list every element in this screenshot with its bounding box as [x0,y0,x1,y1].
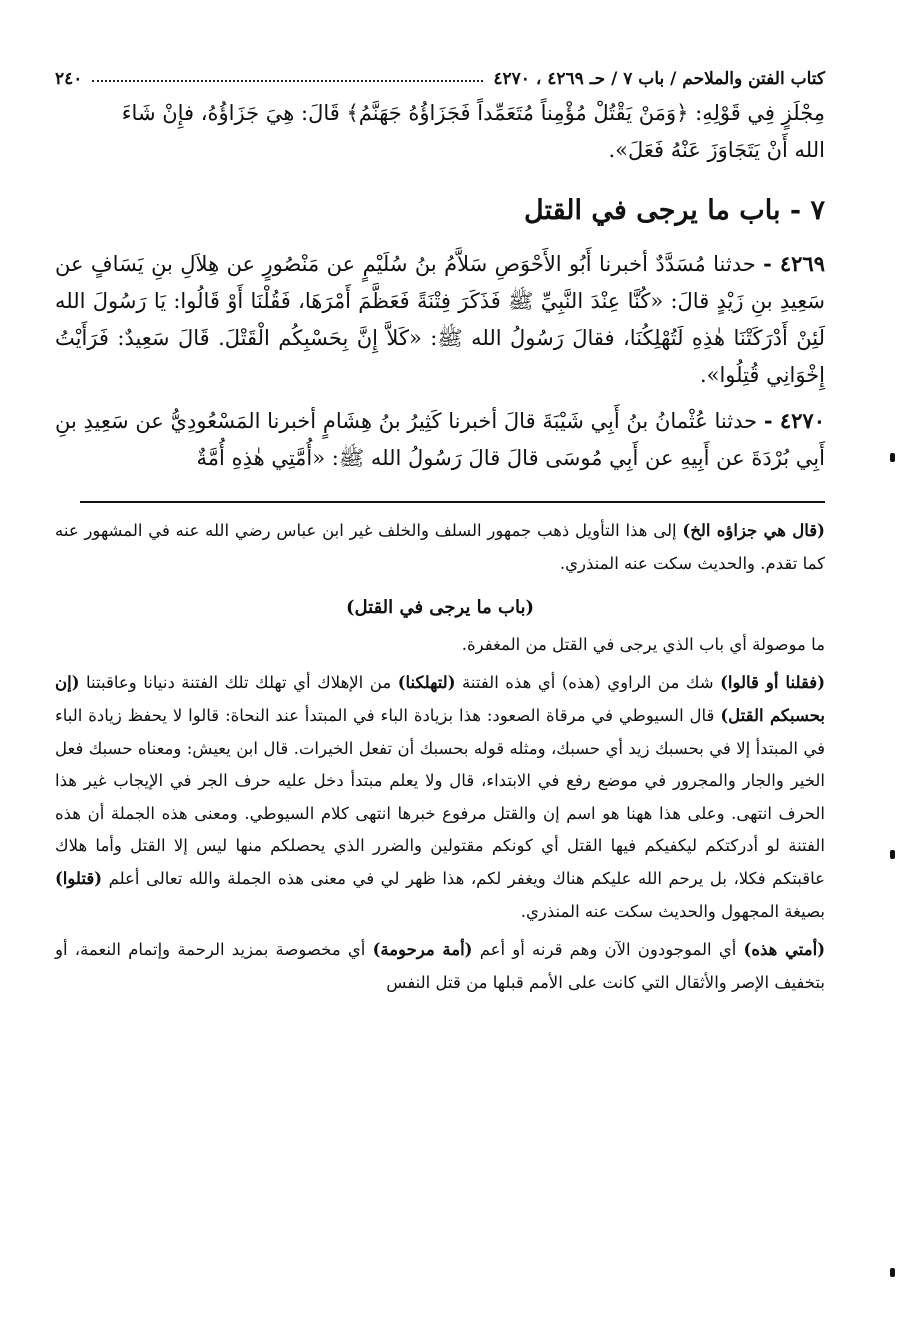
main-text [55,95,825,477]
commentary-paragraph: ما موصولة أي باب الذي يرجى في القتل من المغفرة. [461,634,825,654]
margin-mark-middle [890,850,895,859]
commentary-lemma: (أمة مرحومة) [372,940,473,960]
commentary-paragraph [55,515,825,580]
running-header [55,55,825,89]
commentary-paragraph [55,934,825,999]
commentary-section-title: (باب ما يرجى في القتل) [346,597,534,619]
commentary-lemma: (قال هي جزاؤه الخ) [682,521,825,540]
commentary-text: بصيغة المجهول والحديث سكت عنه المنذري. [520,901,825,921]
commentary-lemma: (فقلنا أو قالوا) [720,673,826,693]
commentary-text: قال السيوطي في مرقاة الصعود: هذا بزيادة الباء في المبتدأ عند النحاة: قالوا لا يحفظ زيادة الباء في المبتدأ إلا في بحسبك زيد أي حسبك، ومثله قوله بحسبك أن تفعل الخيرات. قال ابن يعيش: ومعناه حسبك فعل الخير والجار والمجرور في موضع رفع في الابتداء، قال ولا يعلم مبتدأ دخل عليه حرف الجر في الإيجاب غير هذا الحرف انتهى. وعلى هذا ههنا هو اسم إن والقتل مرفوع خبرها انتهى كلام السيوطي. ومعنى هذه الجملة أن هذه الفتنة لو أدركتكم ليكفيكم فيها القتل أي كونكم مقتولين والضرر الذي يحصلكم منها ليس إلا القتل وأما هلاك عاقبتكم فكلا، بل يرحم الله عليكم هناك ويغفر لكم، هذا ظهر لي في معنى هذه الجملة والله تعالى أعلم [55,705,825,888]
chapter-number: ٧ - [789,195,825,226]
hadith-4270 [55,402,825,477]
page-number: ٢٤٠ [55,69,83,89]
running-title: كتاب الفتن والملاحم / باب ٧ / حـ ٤٢٦٩ ، ٤٢٧٠ [493,69,825,89]
chapter-title: ما يرجى في القتل [524,195,730,226]
commentary-lemma: (قتلوا) [55,868,103,888]
book-page [55,55,825,1325]
footnote-separator [80,501,825,503]
commentary-text: أي الموجودون الآن وهم قرنه أو أعم [472,940,744,960]
commentary [55,515,825,999]
commentary-text: أي مخصوصة بمزيد الرحمة وإتمام النعمة، أو بتخفيف الإصر والأثقال التي كانت على الأمم قبلها من قتل النفس [55,940,825,992]
commentary-lemma: (إن بحسبكم القتل) [55,673,825,725]
commentary-text: شك من الراوي (هذه) أي هذه الفتنة [455,673,721,693]
hadith-text: حدثنا مُسَدَّدٌ أخبرنا أَبُو الأَحْوَصِ سَلاَّمُ بنُ سُلَيْمٍ عن مَنْصُورٍ عن هِلاَلِ بنِ يَسَافٍ عن سَعِيدِ بنِ زَيْدٍ قالَ: «كُنَّا عِنْدَ النَّبِيِّ ﷺ فَذَكَرَ فِتْنَةً فَعَظَّمَ أَمْرَهَا، فَقُلْنَا أَوْ قَالُوا: يَا رَسُولَ الله لَئِنْ أَدْرَكَتْنَا هٰذِهِ لَتُهْلِكُنَا، فقالَ رَسُولُ الله ﷺ: «كَلاَّ إِنَّ بِحَسْبِكُم الْقَتْلَ. قَالَ سَعِيدٌ: فَرَأَيْتُ إِخْوَانِي قُتِلُوا». [55,252,825,387]
commentary-lemma: (أمتي هذه) [743,940,825,960]
intro-line-1: مِجْلَزٍ فِي قَوْلِهِ: ﴿وَمَنْ يَقْتُلْ مُؤْمِناً مُتَعَمِّداً فَجَزَاؤُهُ جَهَنَّمُ﴾ قَالَ: هِيَ جَزَاؤُهُ، فإِنْ شَاءَ [121,101,825,125]
margin-mark-bottom [890,1268,895,1277]
hadith-4269 [55,245,825,394]
header-dot-leader [92,80,483,82]
hadith-text: حدثنا عُثْمانُ بنُ أَبِي شَيْبَةَ قالَ أخبرنا كَثِيرُ بنُ هِشَامٍ أخبرنا المَسْعُودِيُّ عن سَعِيدِ بنِ أَبِي بُرْدَةَ عن أَبِيهِ عن أَبِي مُوسَى قالَ قالَ رَسُولُ الله ﷺ: «أُمَّتِي هٰذِهِ أُمَّةٌ [55,409,825,470]
intro-line-2: الله أَنْ يَتَجَاوَزَ عَنْهُ فَعَلَ». [608,138,825,162]
commentary-lemma: (لتهلكنا) [397,673,456,693]
chapter-bab-word: باب [739,195,781,226]
commentary-text: إلى هذا التأويل ذهب جمهور السلف والخلف غير ابن عباس رضي الله عنه في المشهور عنه كما تقدم. والحديث سكت عنه المنذري. [55,521,825,573]
commentary-text: من الإهلاك أي تهلك تلك الفتنة دنيانا وعاقبتنا [79,673,398,693]
chapter-heading [55,191,825,231]
margin-mark-top [890,453,895,462]
hadith-number: ٤٢٦٩ - [763,251,825,276]
hadith-number: ٤٢٧٠ - [763,408,825,433]
commentary-paragraph [55,667,825,928]
